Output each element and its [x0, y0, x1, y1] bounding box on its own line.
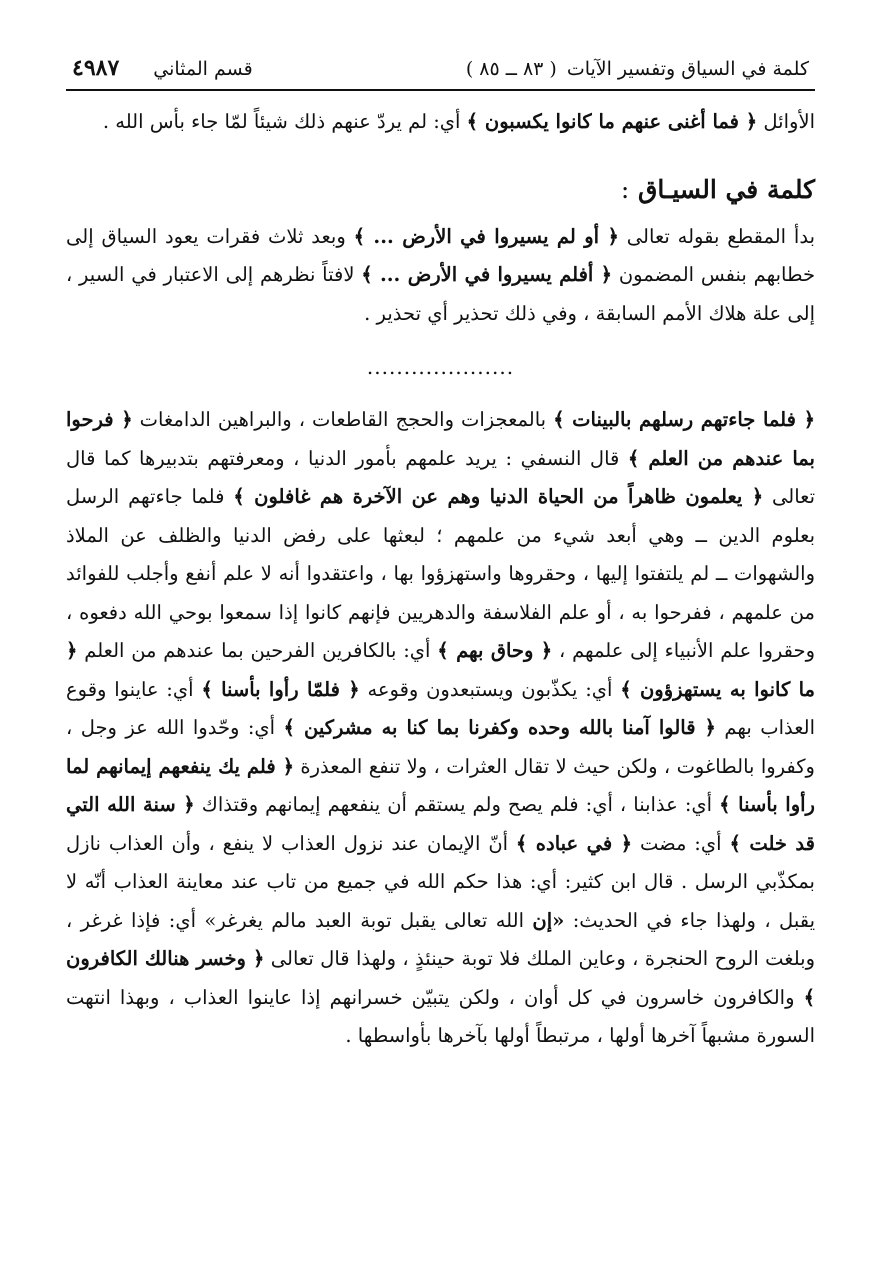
main-paragraph: [66, 401, 815, 1056]
quran-quote: ﴿ فرحوا بما عندهم من العلم ﴾: [66, 408, 815, 470]
text-run: لافتاً نظرهم إلى الاعتبار في السير ، إلى علة هلاك الأمم السابقة ، وفي ذلك تحذير أي تحذير .: [66, 263, 815, 325]
quran-quote: ﴿ ما كانوا به يستهزؤون ﴾: [66, 639, 815, 701]
top-paragraph: [66, 103, 815, 142]
text-run: قال النسفي : يريد علمهم بأمور الدنيا ، ومعرفتهم بتدبيرها كما قال تعالى: [66, 446, 815, 508]
dotted-separator: ....................: [366, 355, 515, 379]
text-run: بدأ المقطع بقوله تعالى: [618, 224, 816, 248]
text-run: أي: يكذّبون ويستبعدون وقوعه: [359, 677, 621, 701]
text-run: وبعد ثلاث فقرات يعود السياق إلى خطابهم بنفس المضمون: [66, 224, 815, 286]
header-title: كلمة في السياق وتفسير الآيات: [566, 58, 809, 80]
quran-quote: ﴿ وحاق بهم ﴾: [437, 639, 553, 662]
text-run: والكافرون خاسرون في كل أوان ، ولكن يتبيّن خسرانهم إذا عاينوا العذاب ، وبهذا انتهت السورة مشبهاً آخرها أولها ، مرتبطاً أولها بآخرها بأواسطها .: [66, 985, 815, 1047]
section-heading-title: كلمة في السيـاق: [638, 174, 815, 204]
section-heading: [66, 170, 815, 210]
text-run: أي: مضت: [632, 831, 730, 855]
quran-quote: ﴿ يعلمون ظاهراً من الحياة الدنيا وهم عن الآخرة هم غافلون ﴾: [233, 485, 764, 508]
text-run: بالمعجزات والحجج القاطعات ، والبراهين الدامغات: [132, 408, 554, 431]
text-run: الأوائل: [757, 110, 815, 133]
text-run: أي: لم يردّ عنهم ذلك شيئاً لمّا جاء بأس الله .: [102, 110, 467, 133]
quran-quote: «إن: [532, 908, 565, 932]
text-run: فلما جاءتهم الرسل بعلوم الدين ــ وهي أبعد شيء من علمهم ؛ لبعثها على رفض الدنيا والظلف عن الملاذ والشهوات ــ لم يلتفتوا إليها ، وحقروها واستهزؤوا بها ، واعتقدوا أنه لا علم أنفع وأجلب للفوائد من علمهم ، ففرحوا به ، أو علم الفلاسفة والدهريين فإنهم كانوا إذا سمعوا بوحي الله دفعوه ، وحقروا علم الأنبياء إلى علمهم ،: [66, 485, 816, 662]
header-title-group: [466, 53, 809, 85]
context-paragraph: [66, 218, 815, 334]
quran-quote: ﴿ قالوا آمنا بالله وحده وكفرنا بما كنا به مشركين ﴾: [283, 716, 716, 739]
section-heading-colon: :: [620, 174, 630, 204]
header-meta-group: [72, 52, 253, 85]
quran-quote: ﴿ فلمّا رأوا بأسنا ﴾: [201, 677, 360, 701]
text-run: أي: وحّدوا الله عز وجل ، وكفروا بالطاغوت ، ولكن حيث لا تقال العثرات ، ولا تنفع المعذرة: [66, 716, 815, 778]
header-section: قسم المثاني: [153, 58, 253, 80]
quran-quote: ﴿ في عباده ﴾: [515, 831, 633, 855]
text-run: أي: عاينوا وقوع العذاب بهم: [66, 677, 815, 739]
text-run: أي: بالكافرين الفرحين بما عندهم من العلم: [77, 639, 438, 662]
quran-quote: ﴿ وخسر هنالك الكافرون ﴾: [66, 947, 815, 1009]
quran-quote: ﴿ فلم يك ينفعهم إيمانهم لما رأوا بأسنا ﴾: [66, 754, 815, 816]
text-run: الله تعالى يقبل توبة العبد مالم يغرغر» أي: فإذا غرغر ، وبلغت الروح الحنجرة ، وعاين الملك فلا توبة حينئذٍ ، ولهذا قال تعالى: [66, 908, 815, 970]
quran-quote: ﴿ فلما جاءتهم رسلهم بالبينات ﴾: [553, 408, 815, 431]
quran-quote: ﴿ فما أغنى عنهم ما كانوا يكسبون ﴾: [466, 110, 758, 133]
quran-quote: ﴿ أو لم يسيروا في الأرض ... ﴾: [353, 224, 619, 248]
header-verse-range: ( ٨٣ ــ ٨٥ ): [465, 58, 557, 80]
text-run: أي: عذابنا ، أي: فلم يصح ولم يستقم أن ينفعهم إيمانهم وقتذاك: [194, 793, 720, 816]
running-header: [66, 52, 815, 91]
quran-quote: ﴿ أفلم يسيروا في الأرض ... ﴾: [361, 263, 613, 286]
page-number: ٤٩٨٧: [72, 55, 120, 81]
text-run: أنّ الإيمان عند نزول العذاب لا ينفع ، وأن العذاب نازل بمكذّبي الرسل . قال ابن كثير: أي: هذا حكم الله في جميع من تاب عند معاينة العذاب أنّه لا يقبل ، ولهذا جاء في الحديث:: [66, 831, 815, 932]
quran-quote: ﴿ سنة الله التي قد خلت ﴾: [66, 793, 815, 855]
